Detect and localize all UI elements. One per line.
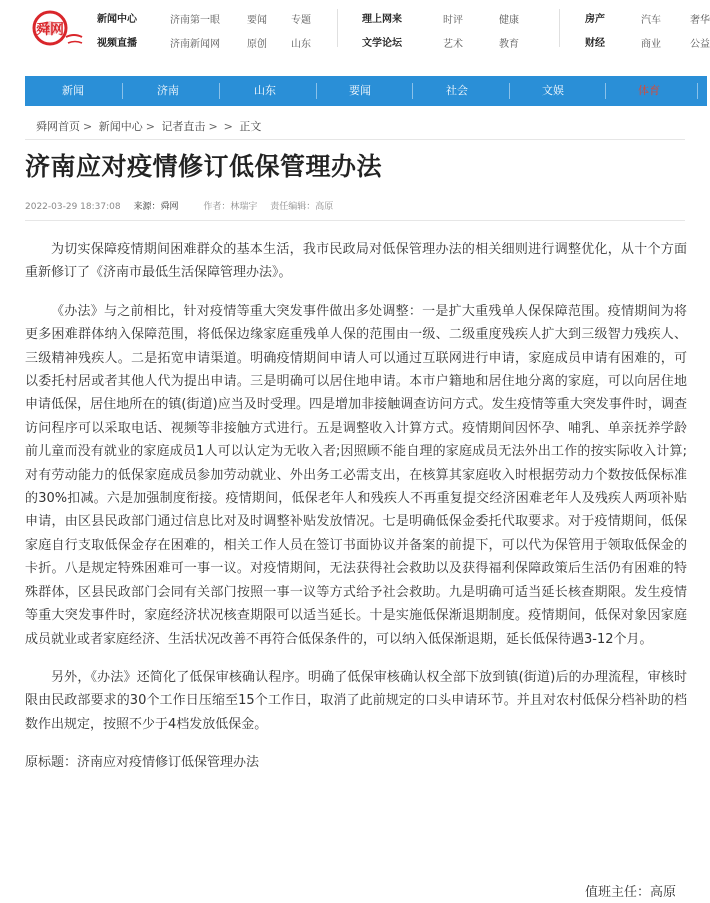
logo-text: 舜网 xyxy=(36,22,64,38)
nav-theory-online[interactable]: 理上网来 xyxy=(362,14,402,25)
meta-divider xyxy=(25,220,685,221)
channel-entertainment[interactable]: 文娱 xyxy=(542,84,564,97)
nav-finance[interactable]: 财经 xyxy=(585,38,605,49)
duty-editor: 值班主任：高原 xyxy=(585,885,677,900)
breadcrumb-divider xyxy=(25,139,685,140)
nav-jinan-first-eye[interactable]: 济南第一眼 xyxy=(170,15,220,26)
nav-art[interactable]: 艺术 xyxy=(443,39,463,50)
nav-business[interactable]: 商业 xyxy=(641,39,661,50)
article-paragraph: 《办法》与之前相比，针对疫情等重大突发事件做出多处调整：一是扩大重残单人保保障范围。疫情期间为将更多困难群体纳入保障范围，将低保边缘家庭重残单人保的范围由一级、二级重度残疾人扩大到三级智力残疾人、三级精神残疾人。二是拓宽申请渠道。明确疫情期间申请人可以通过互联网进行申请，家庭成员申请有困难的，可以委托村居或者其他人代为提出申请。三是明确可以居住地申请。本市户籍地和居住地分离的家庭，可以向居住地申请低保，居住地所在的镇(街道)应当及时受理。四是增加非接触调查访问方式。发生疫情等重大突发事件时，调查访问程序可以采取电话、视频等非接触方式进行。五是调整收入计算方式。疫情期间因怀孕、哺乳、单亲抚养学龄前儿童而没有就业的家庭成员1人可以认定为无收入者;因照顾不能自理的家庭成员无法外出工作的按实际收入计算;对有劳动能力的低保家庭成员参加劳动就业、外出务工必需支出，在核算其家庭收入时根据劳动力个数按低保标准的30%扣减。六是加强制度衔接。疫情期间，低保老年人和残疾人不再重复提交经济困难老年人及残疾人两项补贴申请，由区县民政部门通过信息比对及时调整补贴发放情况。七是明确低保金委托代取要求。对于疫情期间，低保家庭自行支取低保金存在困难的，相关工作人员在签订书面协议并备案的前提下，可以代为保管用于领取低保金的卡折。八是规定特殊困难可一事一议。对疫情期间，无法获得社会救助以及获得福利保障政策后生活仍有困难的特殊群体，区县民政部门会同有关部门按照一事一议等方式给予社会救助。九是明确可适当延长核查期限。发生疫情等重大突发事件时，家庭经济状况核查期限可以适当延长。十是实施低保渐退期制度。疫情期间，低保对象因家庭成员就业或者家庭经济、生活状况改善不再符合低保条件的，可以纳入低保渐退期，延长低保待遇3-12个月。 xyxy=(25,303,687,647)
channel-shandong[interactable]: 山东 xyxy=(254,84,276,97)
nav-health[interactable]: 健康 xyxy=(499,15,519,26)
nav-headlines[interactable]: 要闻 xyxy=(247,15,267,26)
responsible-editor: 责任编辑：高原 xyxy=(270,202,334,212)
breadcrumb-separator: > xyxy=(223,120,233,133)
breadcrumb-current: 正文 xyxy=(239,120,262,133)
breadcrumb-reporter[interactable]: 记者直击 xyxy=(161,120,206,133)
nav-public-welfare[interactable]: 公益 xyxy=(690,39,710,50)
channel-news[interactable]: 新闻 xyxy=(62,84,84,97)
nav-topics[interactable]: 专题 xyxy=(291,15,311,26)
nav-jinan-news[interactable]: 济南新闻网 xyxy=(170,39,220,50)
nav-shandong[interactable]: 山东 xyxy=(291,39,311,50)
breadcrumb-home[interactable]: 舜网首页 xyxy=(36,120,80,133)
original-title: 原标题：济南应对疫情修订低保管理办法 xyxy=(25,755,260,771)
channel-sports[interactable]: 体育 xyxy=(638,84,660,97)
article-paragraph: 另外，《办法》还简化了低保审核确认程序。明确了低保审核确认权全部下放到镇(街道)后的办理流程，审核时限由民政部要求的30个工作日压缩至15个工作日，取消了此前规定的口头申请环节。并且对农村低保分档补助的档数作出规定，按照不少于4档发放低保金。 xyxy=(25,669,687,732)
source-label: 来源： xyxy=(133,202,161,212)
breadcrumb-separator: > xyxy=(145,120,155,133)
nav-education[interactable]: 教育 xyxy=(499,39,519,50)
nav-divider xyxy=(337,9,338,47)
channel-divider xyxy=(219,83,220,99)
nav-auto[interactable]: 汽车 xyxy=(641,15,661,26)
channel-headlines[interactable]: 要闻 xyxy=(349,84,371,97)
article-body xyxy=(25,238,687,790)
author: 作者：林瑞宇 xyxy=(203,202,258,212)
channel-divider xyxy=(605,83,606,99)
publish-time: 2022-03-29 18:37:08 xyxy=(25,202,121,212)
channel-bar xyxy=(25,76,707,106)
nav-commentary[interactable]: 时评 xyxy=(443,15,463,26)
channel-society[interactable]: 社会 xyxy=(446,84,468,97)
breadcrumb-news-center[interactable]: 新闻中心 xyxy=(98,120,143,133)
channel-divider xyxy=(697,83,698,99)
nav-news-center[interactable]: 新闻中心 xyxy=(97,14,137,25)
source-name[interactable]: 舜网 xyxy=(160,202,179,212)
breadcrumb xyxy=(36,118,261,134)
channel-divider xyxy=(509,83,510,99)
article-meta xyxy=(25,199,343,212)
breadcrumb-separator: > xyxy=(83,120,93,133)
article-title: 济南应对疫情修订低保管理办法 xyxy=(25,152,383,181)
top-navigation xyxy=(0,0,710,60)
channel-divider xyxy=(316,83,317,99)
article-paragraph: 为切实保障疫情期间困难群众的基本生活，我市民政局对低保管理办法的相关细则进行调整优化，从十个方面重新修订了《济南市最低生活保障管理办法》。 xyxy=(25,242,687,281)
nav-luxury[interactable]: 奢华 xyxy=(690,15,710,26)
channel-divider xyxy=(412,83,413,99)
nav-real-estate[interactable]: 房产 xyxy=(585,14,605,25)
nav-literature-forum[interactable]: 文学论坛 xyxy=(362,38,402,49)
nav-original[interactable]: 原创 xyxy=(247,39,267,50)
channel-jinan[interactable]: 济南 xyxy=(157,84,179,97)
nav-divider xyxy=(559,9,560,47)
site-logo[interactable] xyxy=(30,7,88,51)
breadcrumb-separator: > xyxy=(208,120,218,133)
nav-video-live[interactable]: 视频直播 xyxy=(97,38,137,49)
channel-divider xyxy=(122,83,123,99)
